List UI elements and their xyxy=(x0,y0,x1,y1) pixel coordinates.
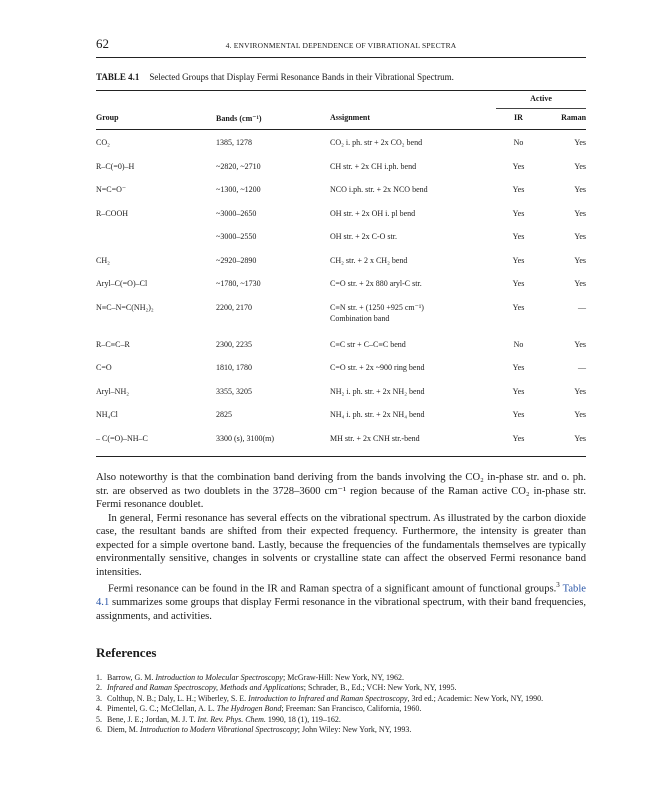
cell-bands: ~1300, ~1200 xyxy=(216,185,261,194)
cell-ir: Yes xyxy=(512,232,525,241)
cell-raman: Yes xyxy=(574,232,587,241)
cell-raman: Yes xyxy=(574,433,587,443)
cell-group: CO₂ xyxy=(96,138,110,147)
reference-item xyxy=(96,704,586,714)
cell-group: R–COOH xyxy=(96,208,129,218)
cell-ir: Yes xyxy=(512,363,525,372)
cell-ir: Yes xyxy=(512,208,525,218)
reference-item xyxy=(96,673,586,683)
cell-bands: 1810, 1780 xyxy=(216,363,252,372)
reference-title: Introduction to Infrared and Raman Spectroscopy xyxy=(248,693,408,703)
reference-number: 6. xyxy=(96,725,102,735)
cell-raman: Yes xyxy=(574,255,587,265)
cell-assignment: C=O str. + 2x 880 aryl-C str. xyxy=(330,279,422,288)
cell-assignment: C≡C str + C–C≡C bend xyxy=(330,339,406,349)
cell-bands: ~2920–2890 xyxy=(216,255,257,265)
cell-group: Aryl–C(=O)–Cl xyxy=(96,279,148,288)
references-title: References xyxy=(96,645,157,661)
paragraph-1: Also noteworthy is that the combination band deriving from the bands involving the CO₂ in-phase str. and o. ph. str. are observed as two doublets in the 3728–3600 cm⁻¹ region because of the Raman active CO₂ in-phase str. Fermi resonance doublet. xyxy=(96,472,586,510)
reference-authors: Diem, M. xyxy=(107,725,140,735)
cell-group: Aryl–NH₂ xyxy=(96,386,130,396)
reference-details: ; McGraw-Hill: New York, NY, 1962. xyxy=(282,673,404,683)
reference-number: 4. xyxy=(96,704,102,714)
reference-details: ; John Wiley: New York, NY, 1993. xyxy=(297,725,412,735)
table-row xyxy=(96,298,586,335)
cell-assignment-line2: Combination band xyxy=(330,313,390,323)
cell-group: NH₄Cl xyxy=(96,410,118,419)
cell-raman: Yes xyxy=(574,279,587,288)
cell-ir: Yes xyxy=(512,410,525,419)
cell-group: CH₂ xyxy=(96,255,110,265)
cell-raman: — xyxy=(578,363,587,372)
table-link[interactable]: Table 4.1 xyxy=(96,583,586,609)
fermi-resonance-table xyxy=(96,90,586,457)
reference-details: ; Freeman: San Francisco, California, 1960. xyxy=(281,704,422,714)
paragraph-3 xyxy=(96,579,586,623)
paragraph-3-end: summarizes some groups that display Fermi resonance in the vibrational spectrum, with their band frequencies, assignments, and activities. xyxy=(96,597,586,622)
cell-assignment-line1: C≡N str. + (1250 +925 cm⁻¹) xyxy=(330,302,424,312)
table-row xyxy=(96,157,586,181)
cell-assignment: NCO i.ph. str. + 2x NCO bend xyxy=(330,185,428,194)
table-row xyxy=(96,405,586,429)
cell-bands: ~3000–2550 xyxy=(216,232,257,241)
table-caption-text: Selected Groups that Display Fermi Resonance Bands in their Vibrational Spectrum. xyxy=(149,72,454,82)
cell-group: C=O xyxy=(96,363,112,372)
cell-group xyxy=(96,227,216,251)
cell-group: R–C≡C–R xyxy=(96,339,130,349)
cell-ir: Yes xyxy=(512,433,525,443)
cell-raman: Yes xyxy=(574,386,587,396)
cell-bands: 2300, 2235 xyxy=(216,339,252,349)
table-label: TABLE 4.1 xyxy=(96,72,140,82)
cell-assignment: C=O str. + 2x ~900 ring bend xyxy=(330,363,425,372)
reference-number: 3. xyxy=(96,693,102,703)
cell-raman: Yes xyxy=(574,185,587,194)
cell-ir: Yes xyxy=(512,279,525,288)
chapter-title: 4. ENVIRONMENTAL DEPENDENCE OF VIBRATIONAL SPECTRA xyxy=(225,41,457,50)
reference-number: 5. xyxy=(96,714,102,724)
cell-raman: Yes xyxy=(574,339,587,349)
cell-ir: No xyxy=(513,339,524,349)
cell-ir: Yes xyxy=(512,386,525,396)
reference-item xyxy=(96,694,586,704)
reference-details: 1990, 18 (1), 119–162. xyxy=(265,714,341,724)
column-header-group: Group xyxy=(96,112,119,122)
cell-bands: 3300 (s), 3100(m) xyxy=(216,433,274,443)
reference-details: , 3rd ed.; Academic: New York, NY, 1990. xyxy=(407,693,544,703)
table-row xyxy=(96,335,586,359)
cell-assignment: CO₂ i. ph. str + 2x CO₂ bend xyxy=(330,138,423,147)
cell-assignment: OH str. + 2x C-O str. xyxy=(330,232,397,241)
paragraph-2: In general, Fermi resonance has several effects on the vibrational spectrum. As illustrated by the carbon dioxide case, the resultant bands are shifted from their expected frequency. Furthermore, the intensity is greater than expected for a simple overtone band. Lastly, because the frequencies of the fundamentals themselves are typically environmentally sensitive, changes in solvents or crystalline state can affect the observed Fermi resonance band intensities. xyxy=(96,512,586,578)
table-row xyxy=(96,251,586,275)
cell-bands: 2200, 2170 xyxy=(216,302,252,312)
cell-raman: — xyxy=(578,302,587,312)
cell-bands: 2825 xyxy=(216,410,232,419)
table-row xyxy=(96,358,586,382)
reference-item xyxy=(96,715,586,725)
reference-number: 1. xyxy=(96,673,102,683)
cell-raman: Yes xyxy=(574,410,587,419)
cell-bands: 1385, 1278 xyxy=(216,138,252,147)
cell-ir: Yes xyxy=(512,302,525,312)
table-row xyxy=(96,227,586,251)
cell-bands: 3355, 3205 xyxy=(216,386,252,396)
cell-group: N≡C–N=C(NH₂)₂ xyxy=(96,302,154,312)
column-header-assignment: Assignment xyxy=(330,112,371,122)
citation-superscript[interactable]: 3 xyxy=(556,581,560,589)
reference-title: The Hydrogen Bond xyxy=(216,704,282,714)
references-list xyxy=(96,673,586,735)
reference-title: Int. Rev. Phys. Chem. xyxy=(197,714,266,724)
reference-authors: Barrow, G. M. xyxy=(107,673,156,683)
reference-item xyxy=(96,683,586,693)
cell-raman: Yes xyxy=(574,138,587,147)
reference-authors: Colthup, N. B.; Daly, L. H.; Wiberley, S. E. xyxy=(107,693,249,703)
page xyxy=(96,36,586,735)
table-row xyxy=(96,429,586,457)
cell-ir: Yes xyxy=(512,161,525,171)
column-header-raman: Raman xyxy=(561,113,587,122)
active-header: Active xyxy=(496,91,586,109)
body-text xyxy=(96,471,586,623)
table-caption xyxy=(96,72,586,83)
table-row xyxy=(96,274,586,298)
cell-ir: No xyxy=(513,138,524,147)
reference-item xyxy=(96,725,586,735)
cell-group: R–C(=0)–H xyxy=(96,161,135,171)
cell-bands: ~2820, ~2710 xyxy=(216,161,261,171)
cell-assignment: CH₂ str. + 2 x CH₂ bend xyxy=(330,255,408,265)
table-row xyxy=(96,180,586,204)
table-row xyxy=(96,130,586,157)
cell-assignment: OH str. + 2x OH i. pl bend xyxy=(330,208,416,218)
cell-assignment xyxy=(330,298,496,335)
reference-title: Introduction to Modern Vibrational Spectroscopy xyxy=(139,725,298,735)
cell-assignment: CH str. + 2x CH i.ph. bend xyxy=(330,161,417,171)
cell-raman: Yes xyxy=(574,208,587,218)
column-header-bands: Bands (cm⁻¹) xyxy=(216,113,262,123)
cell-bands: ~1780, ~1730 xyxy=(216,279,261,288)
table-row xyxy=(96,204,586,228)
cell-bands: ~3000–2650 xyxy=(216,208,257,218)
running-head xyxy=(96,36,586,58)
reference-number: 2. xyxy=(96,683,102,693)
reference-authors: Bene, J. E.; Jordan, M. J. T. xyxy=(107,714,198,724)
reference-title: Infrared and Raman Spectroscopy, Methods and Applications xyxy=(107,683,304,693)
cell-ir: Yes xyxy=(512,255,525,265)
table-row xyxy=(96,382,586,406)
cell-assignment: NH₂ i. ph. str. + 2x NH₂ bend xyxy=(330,386,425,396)
cell-raman: Yes xyxy=(574,161,587,171)
paragraph-3-start: Fermi resonance can be found in the IR and Raman spectra of a significant amount of functional groups. xyxy=(108,583,557,595)
reference-details: ; Schrader, B., Ed.; VCH: New York, NY, 1995. xyxy=(303,683,457,693)
cell-assignment: MH str. + 2x CNH str.-bend xyxy=(330,433,420,443)
reference-title: Introduction to Molecular Spectroscopy xyxy=(155,673,283,683)
reference-authors: Pimentel, G. C.; McClellan, A. L. xyxy=(107,704,217,714)
cell-group: N=C=O⁻ xyxy=(96,185,127,194)
page-number: 62 xyxy=(96,36,109,51)
column-header-ir: IR xyxy=(514,113,523,122)
cell-ir: Yes xyxy=(512,185,525,194)
cell-group: – C(=O)–NH–C xyxy=(96,433,148,443)
cell-assignment: NH₄ i. ph. str. + 2x NH₄ bend xyxy=(330,410,425,419)
table-header-row xyxy=(96,109,586,130)
